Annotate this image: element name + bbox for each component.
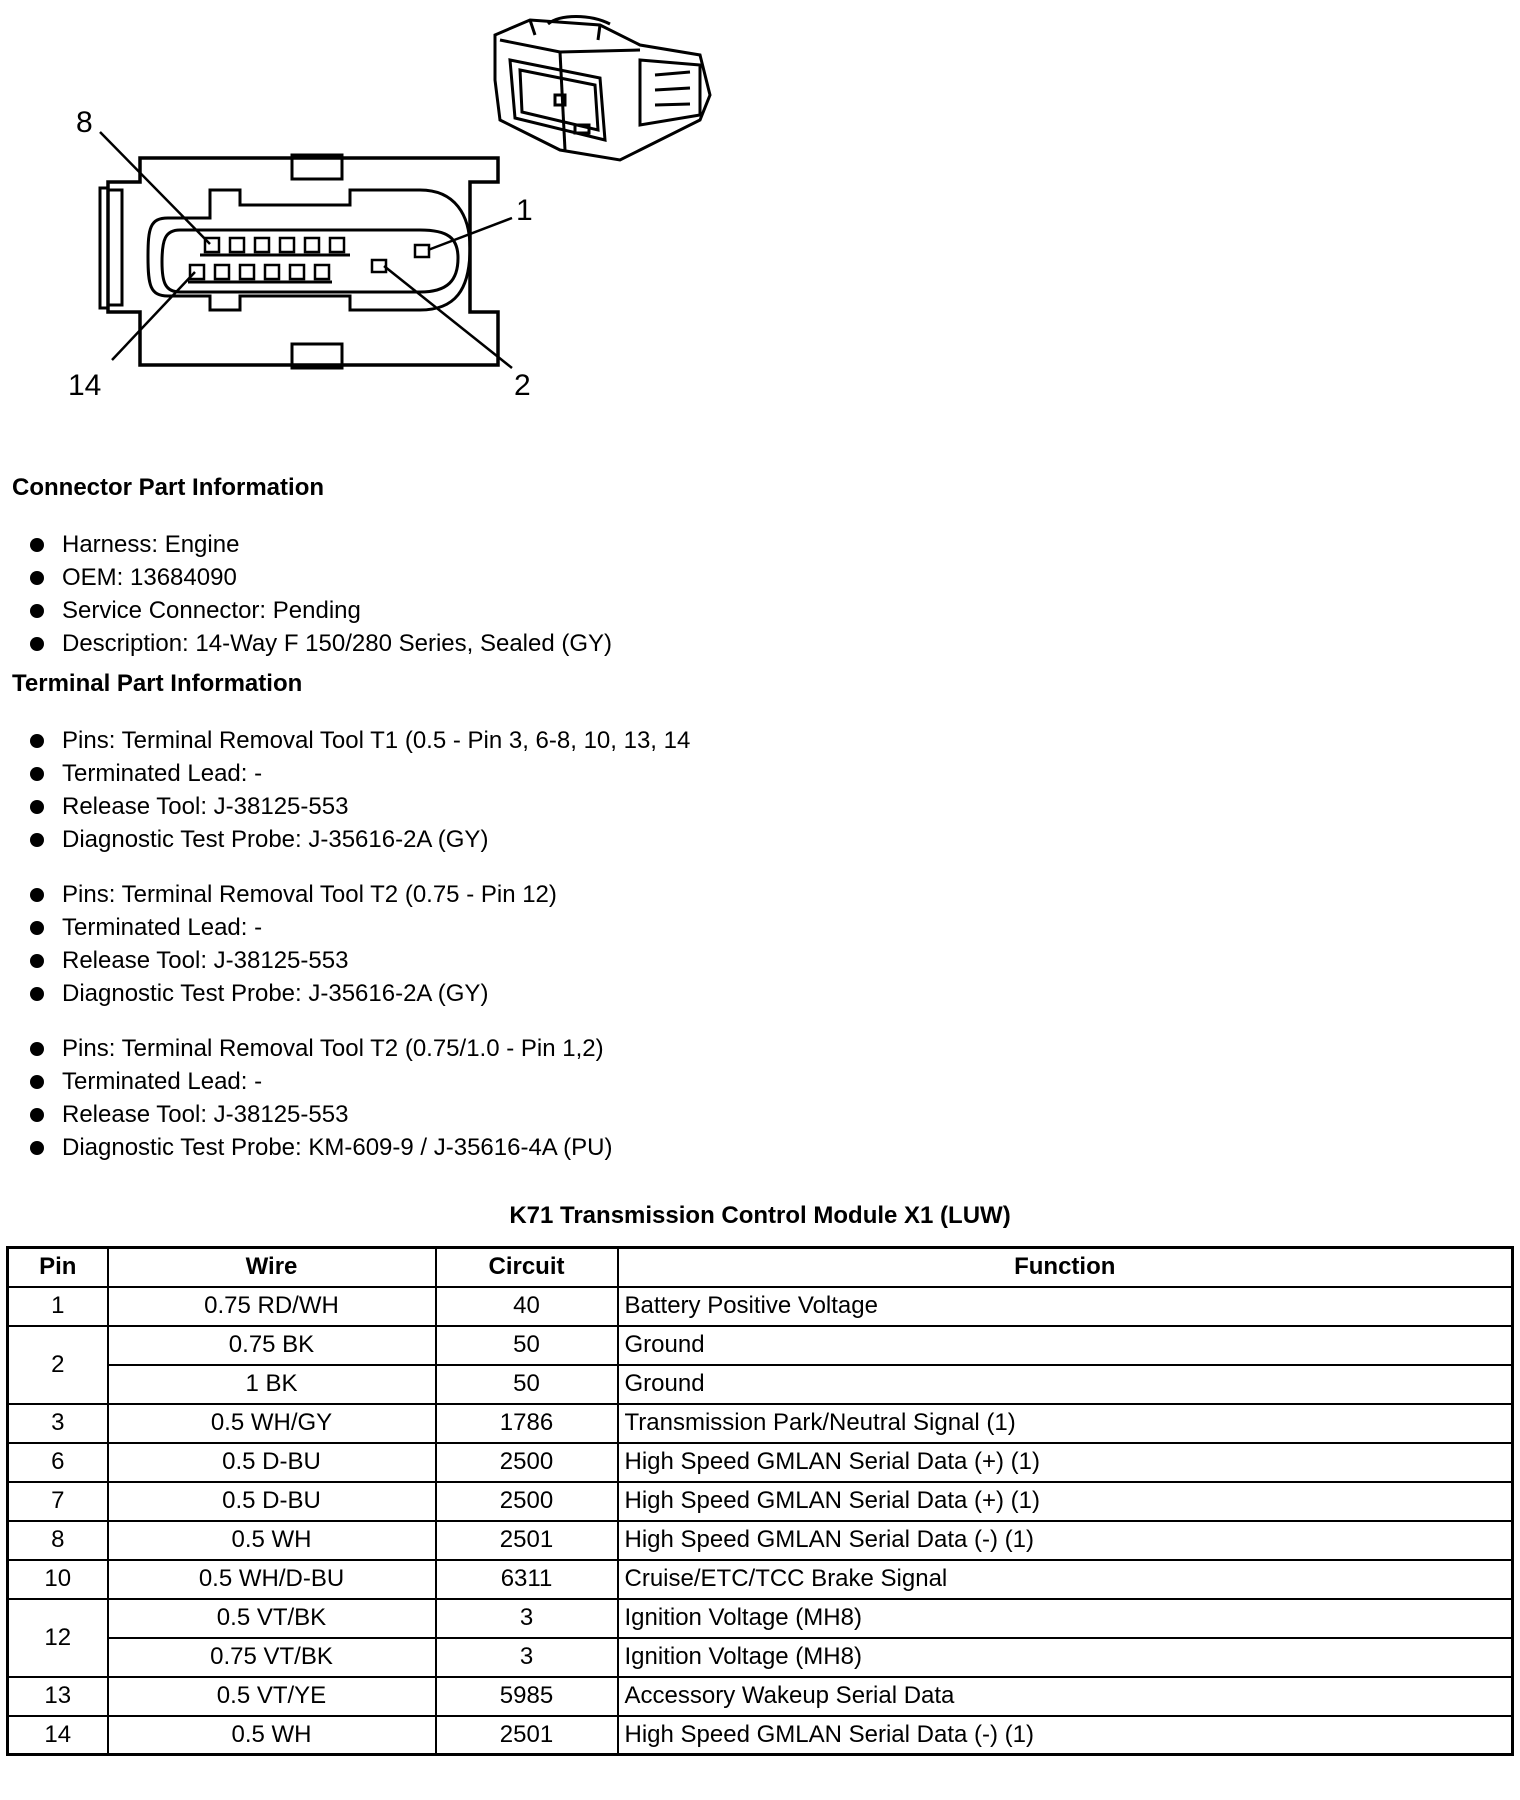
- table-row: [8, 1521, 1513, 1560]
- function-cell: Ground: [618, 1326, 1513, 1365]
- wire-cell: 0.75 RD/WH: [108, 1287, 436, 1326]
- list-item: Terminated Lead: -: [30, 911, 557, 944]
- table-row: [8, 1404, 1513, 1443]
- list-item: Harness: Engine: [30, 528, 612, 561]
- pin-cell: 7: [8, 1482, 108, 1521]
- pin-cell: 6: [8, 1443, 108, 1482]
- terminal-group-1: [30, 724, 690, 856]
- function-cell: Accessory Wakeup Serial Data: [618, 1677, 1513, 1716]
- list-item: Pins: Terminal Removal Tool T2 (0.75/1.0 - Pin 1,2): [30, 1032, 612, 1065]
- wire-cell: 0.5 VT/YE: [108, 1677, 436, 1716]
- table-row: [8, 1560, 1513, 1599]
- wire-cell: 0.5 VT/BK: [108, 1599, 436, 1638]
- list-item: Terminated Lead: -: [30, 757, 690, 790]
- circuit-cell: 2500: [436, 1443, 618, 1482]
- list-item: Description: 14-Way F 150/280 Series, Sealed (GY): [30, 627, 612, 660]
- wire-cell: 0.5 WH: [108, 1521, 436, 1560]
- function-cell: Ignition Voltage (MH8): [618, 1599, 1513, 1638]
- list-item: Diagnostic Test Probe: KM-609-9 / J-35616-4A (PU): [30, 1131, 612, 1164]
- pin-label-2: 2: [514, 369, 531, 402]
- wire-cell: 0.5 D-BU: [108, 1443, 436, 1482]
- wire-cell: 0.75 BK: [108, 1326, 436, 1365]
- wire-cell: 0.5 WH: [108, 1716, 436, 1755]
- connector-3d-illustration: [495, 17, 710, 161]
- column-header-function: Function: [618, 1248, 1513, 1287]
- circuit-cell: 2501: [436, 1716, 618, 1755]
- list-item: Diagnostic Test Probe: J-35616-2A (GY): [30, 977, 557, 1010]
- wire-cell: 0.75 VT/BK: [108, 1638, 436, 1677]
- connector-info-list: [30, 528, 612, 660]
- list-item: OEM: 13684090: [30, 561, 612, 594]
- table-row: [8, 1638, 1513, 1677]
- pin-cell: 10: [8, 1560, 108, 1599]
- pin-label-1: 1: [516, 194, 533, 227]
- table-row: [8, 1716, 1513, 1755]
- circuit-cell: 50: [436, 1326, 618, 1365]
- pin-cell: 8: [8, 1521, 108, 1560]
- table-row: [8, 1287, 1513, 1326]
- function-cell: Transmission Park/Neutral Signal (1): [618, 1404, 1513, 1443]
- pin-cell: 13: [8, 1677, 108, 1716]
- function-cell: High Speed GMLAN Serial Data (-) (1): [618, 1716, 1513, 1755]
- circuit-cell: 3: [436, 1599, 618, 1638]
- function-cell: Ignition Voltage (MH8): [618, 1638, 1513, 1677]
- wire-cell: 0.5 WH/GY: [108, 1404, 436, 1443]
- column-header-pin: Pin: [8, 1248, 108, 1287]
- function-cell: High Speed GMLAN Serial Data (+) (1): [618, 1482, 1513, 1521]
- column-header-wire: Wire: [108, 1248, 436, 1287]
- table-row: [8, 1677, 1513, 1716]
- function-cell: High Speed GMLAN Serial Data (-) (1): [618, 1521, 1513, 1560]
- circuit-cell: 2501: [436, 1521, 618, 1560]
- function-cell: Ground: [618, 1365, 1513, 1404]
- table-row: [8, 1326, 1513, 1365]
- column-header-circuit: Circuit: [436, 1248, 618, 1287]
- connector-info-title: Connector Part Information: [12, 474, 325, 501]
- list-item: Terminated Lead: -: [30, 1065, 612, 1098]
- table-row: [8, 1443, 1513, 1482]
- list-item: Pins: Terminal Removal Tool T2 (0.75 - Pin 12): [30, 878, 557, 911]
- connector-diagram: [0, 0, 1520, 420]
- table-row: [8, 1365, 1513, 1404]
- list-item: Diagnostic Test Probe: J-35616-2A (GY): [30, 823, 690, 856]
- pin-cell: 3: [8, 1404, 108, 1443]
- pinout-table: [6, 1246, 1514, 1756]
- function-cell: High Speed GMLAN Serial Data (+) (1): [618, 1443, 1513, 1482]
- pin-cell: 14: [8, 1716, 108, 1755]
- circuit-cell: 1786: [436, 1404, 618, 1443]
- table-row: [8, 1599, 1513, 1638]
- pin-cell: 1: [8, 1287, 108, 1326]
- terminal-group-2: [30, 878, 557, 1010]
- list-item: Pins: Terminal Removal Tool T1 (0.5 - Pin 3, 6-8, 10, 13, 14: [30, 724, 690, 757]
- function-cell: Cruise/ETC/TCC Brake Signal: [618, 1560, 1513, 1599]
- circuit-cell: 50: [436, 1365, 618, 1404]
- pin-cell: 12: [8, 1599, 108, 1677]
- function-cell: Battery Positive Voltage: [618, 1287, 1513, 1326]
- list-item: Release Tool: J-38125-553: [30, 1098, 612, 1131]
- list-item: Release Tool: J-38125-553: [30, 944, 557, 977]
- pin-label-8: 8: [76, 106, 93, 139]
- wire-cell: 0.5 WH/D-BU: [108, 1560, 436, 1599]
- table-title: K71 Transmission Control Module X1 (LUW): [509, 1202, 1011, 1229]
- pin-label-14: 14: [68, 369, 102, 402]
- table-row: [8, 1482, 1513, 1521]
- terminal-info-title: Terminal Part Information: [12, 670, 303, 697]
- wire-cell: 0.5 D-BU: [108, 1482, 436, 1521]
- circuit-cell: 2500: [436, 1482, 618, 1521]
- wire-cell: 1 BK: [108, 1365, 436, 1404]
- terminal-group-3: [30, 1032, 612, 1164]
- circuit-cell: 5985: [436, 1677, 618, 1716]
- circuit-cell: 40: [436, 1287, 618, 1326]
- circuit-cell: 3: [436, 1638, 618, 1677]
- connector-face: [100, 155, 498, 368]
- list-item: Release Tool: J-38125-553: [30, 790, 690, 823]
- circuit-cell: 6311: [436, 1560, 618, 1599]
- pin-cell: 2: [8, 1326, 108, 1404]
- table-header-row: [8, 1248, 1513, 1287]
- list-item: Service Connector: Pending: [30, 594, 612, 627]
